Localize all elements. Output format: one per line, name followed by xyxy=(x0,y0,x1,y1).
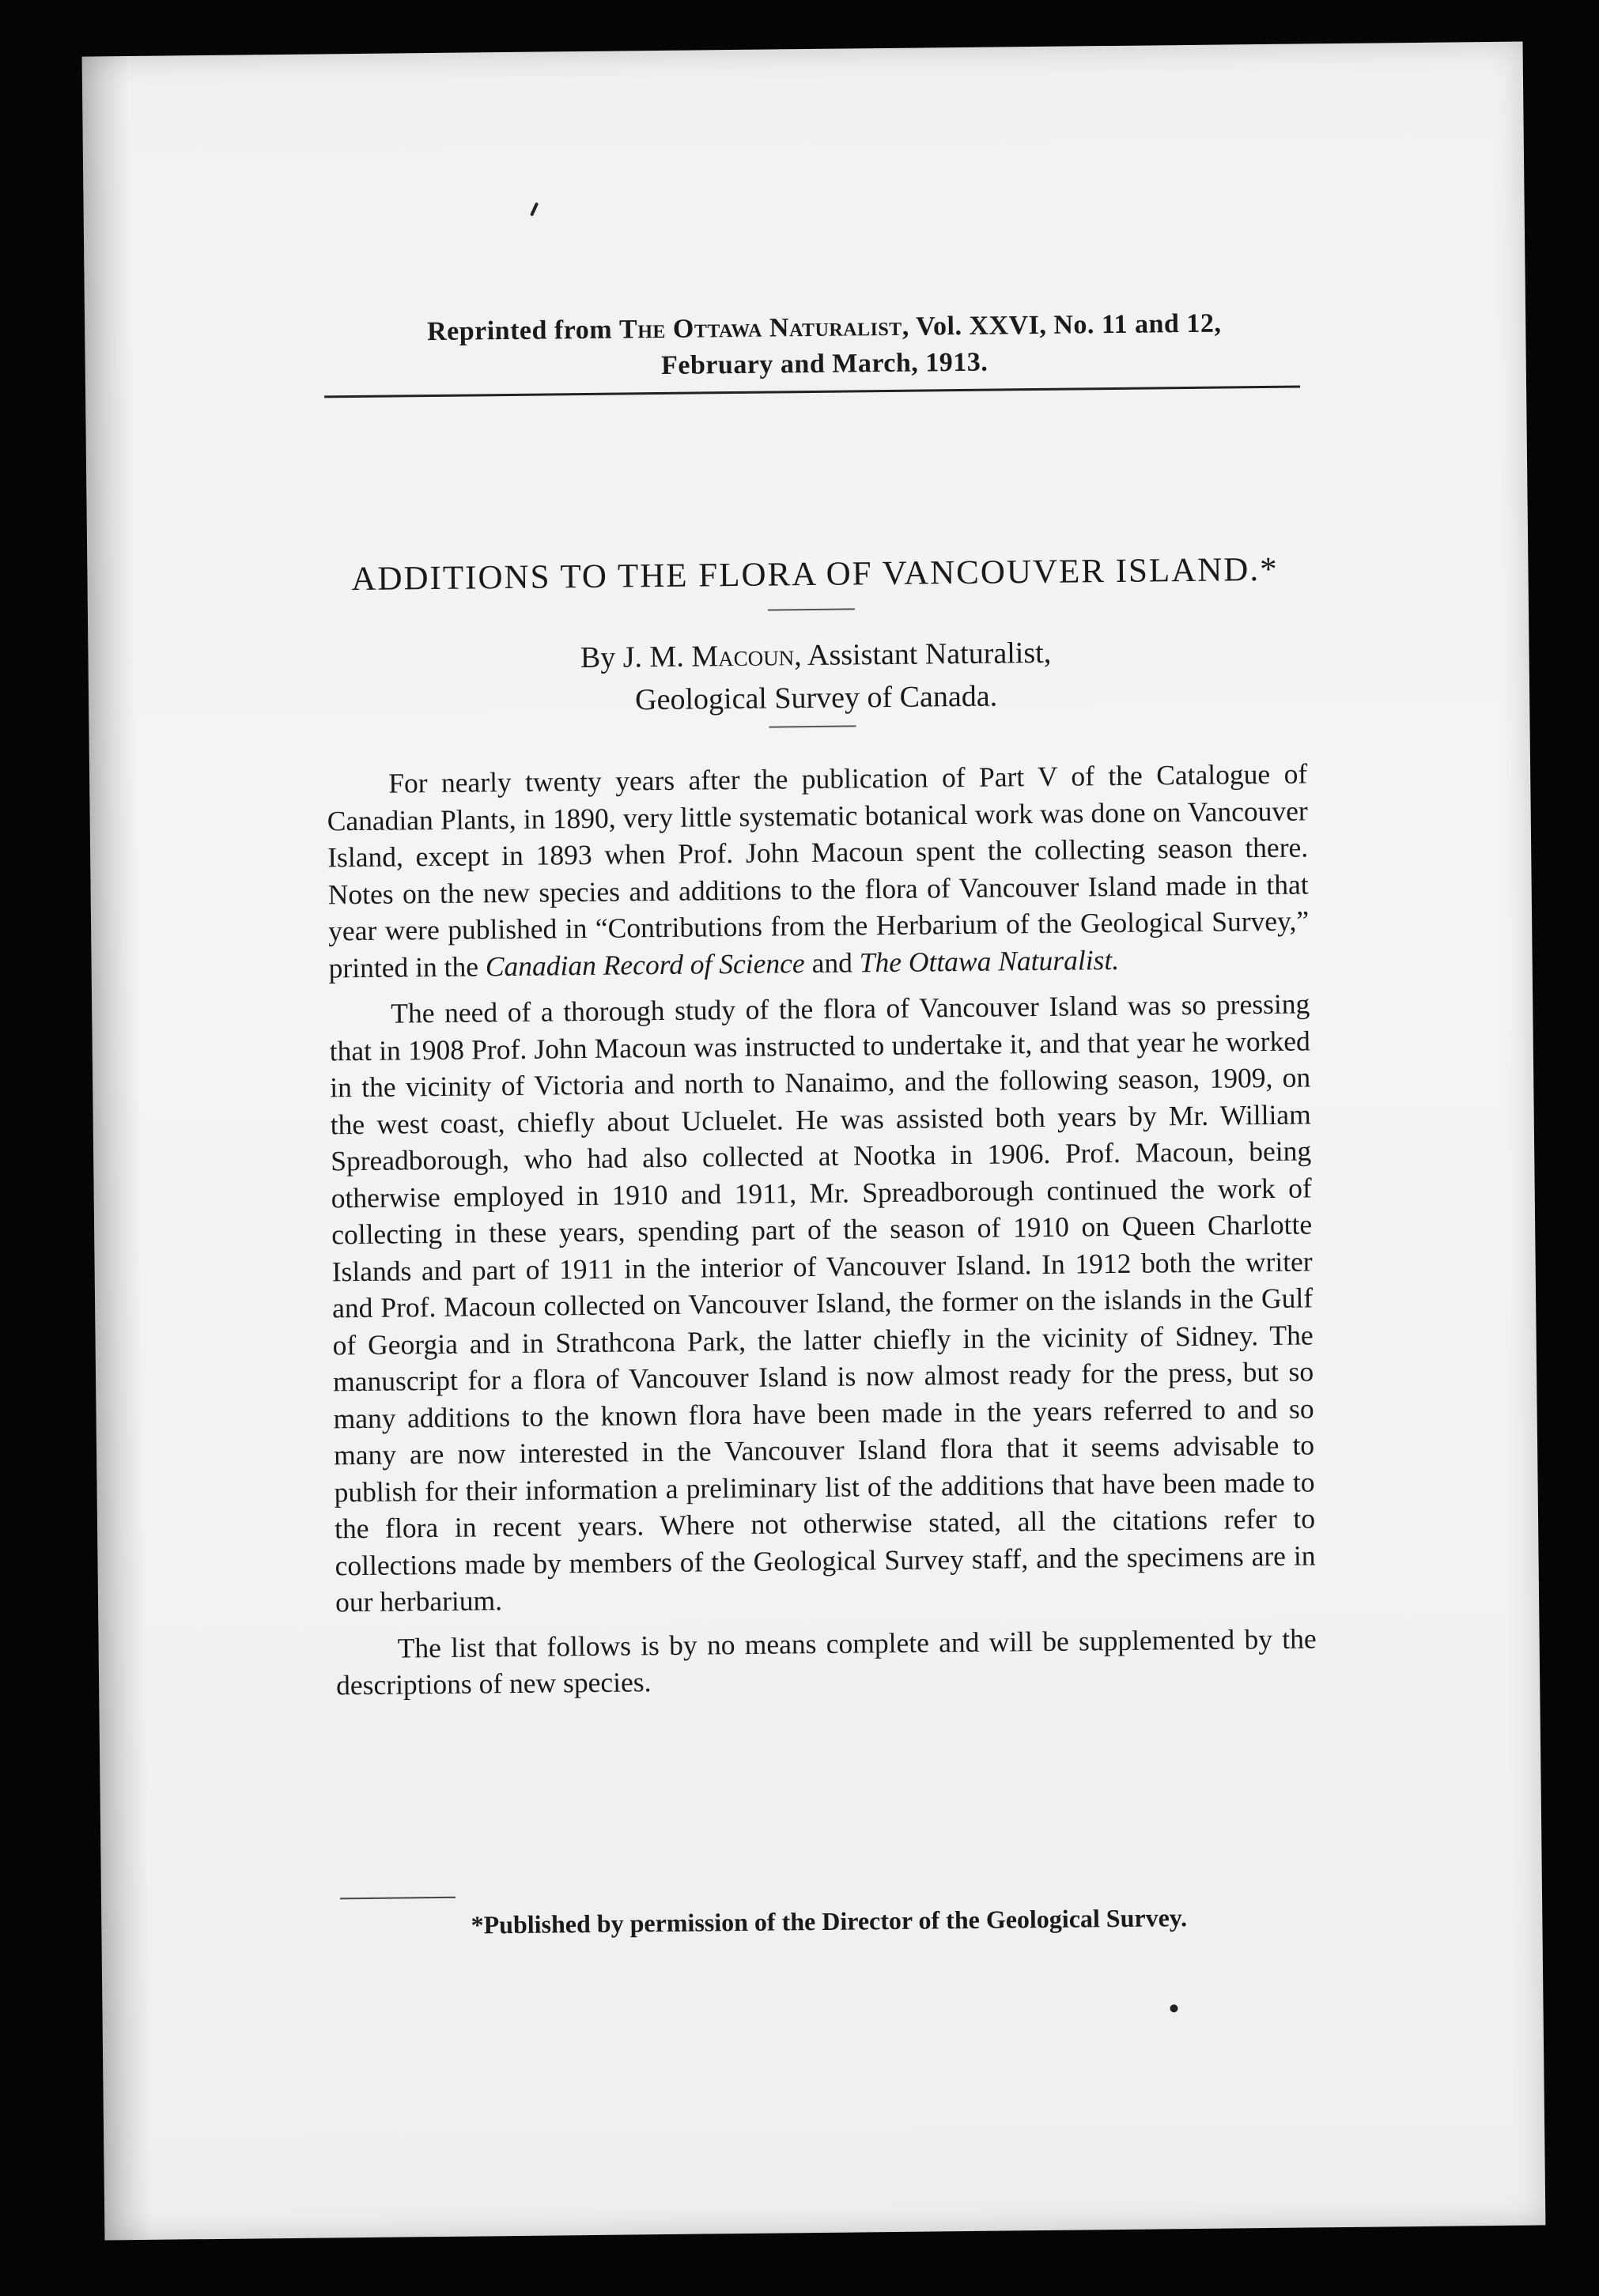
ink-mark xyxy=(530,202,539,217)
article-body xyxy=(327,755,1317,1713)
issue-date: February and March, 1913. xyxy=(660,347,989,380)
footnote-rule xyxy=(340,1897,456,1900)
document-page xyxy=(82,42,1546,2241)
footnote: *Published by permission of the Director of the Geological Survey. xyxy=(471,1903,1188,1939)
author-title: , Assistant Naturalist, xyxy=(793,636,1052,673)
page-edge-shadow xyxy=(82,56,153,2240)
header-rule xyxy=(324,386,1300,398)
ink-dot xyxy=(1170,2004,1178,2012)
byline-divider xyxy=(769,725,856,727)
reprint-notice xyxy=(314,304,1335,388)
volume-info: , Vol. XXVI, No. 11 and 12, xyxy=(902,308,1222,342)
journal-name: The Ottawa Naturalist xyxy=(618,312,902,345)
journal-reference-1: Canadian Record of Science xyxy=(485,946,805,982)
affiliation: Geological Survey of Canada. xyxy=(634,679,998,717)
title-divider xyxy=(768,608,855,610)
paragraph-2: The need of a thorough study of the flora of Vancouver Island was so pressing that in 1908 Prof. John Macoun was instructed to undertake it, and that year he worked in the vicinity of Victoria and north to Nanaimo, and the following season, 1909, on the west coast, chiefly about Ucluelet. He was assisted both years by Mr. William Spreadborough, who had also collected at Nootka in 1906. Prof. Macoun, being otherwise employed in 1910 and 1911, Mr. Spreadborough continued the work of collecting in these years, spending part of the season of 1910 on Queen Charlotte Islands and part of 1911 in the interior of Vancouver Island. In 1912 both the writer and Prof. Macoun collected on Vancouver Island, the former on the islands in the Gulf of Georgia and in Strathcona Park, the latter chiefly in the vicinity of Sidney. The manuscript for a flora of Vancouver Island is now almost ready for the press, but so many additions to the known flora have been made in the years referred to and so many are now interested in the Vancouver Island flora that it seems advisable to publish for their information a preliminary list of the additions that have been made to the flora in recent years. Where not otherwise stated, all the citations refer to collections made by members of the Geological Survey staff, and the specimens are in our herbarium. xyxy=(329,988,1316,1618)
byline-prefix: By J. M. xyxy=(580,640,692,675)
paragraph-1 xyxy=(327,755,1310,986)
conjunction: and xyxy=(804,946,860,979)
paragraph-3: The list that follows is by no means complete and will be supplemented by the descriptions of new species. xyxy=(335,1622,1317,1701)
journal-reference-2: The Ottawa Naturalist. xyxy=(859,943,1120,978)
byline xyxy=(420,630,1212,723)
paragraph-1-text: For nearly twenty years after the publication of Part V of the Catalogue of Canadian Plants, in 1890, very little systematic botanical work was done on Vancouver Island, except in 1893 when Prof. John Macoun spent the collecting season there. Notes on the new species and additions to the flora of Vancouver Island made in that year were published in “Contributions from the Herbarium of the Geological Survey,” printed in the xyxy=(327,757,1310,984)
author-name: Macoun xyxy=(691,639,795,674)
article-title: ADDITIONS TO THE FLORA OF VANCOUVER ISLAND.* xyxy=(351,550,1279,599)
reprint-prefix: Reprinted from xyxy=(426,315,620,347)
